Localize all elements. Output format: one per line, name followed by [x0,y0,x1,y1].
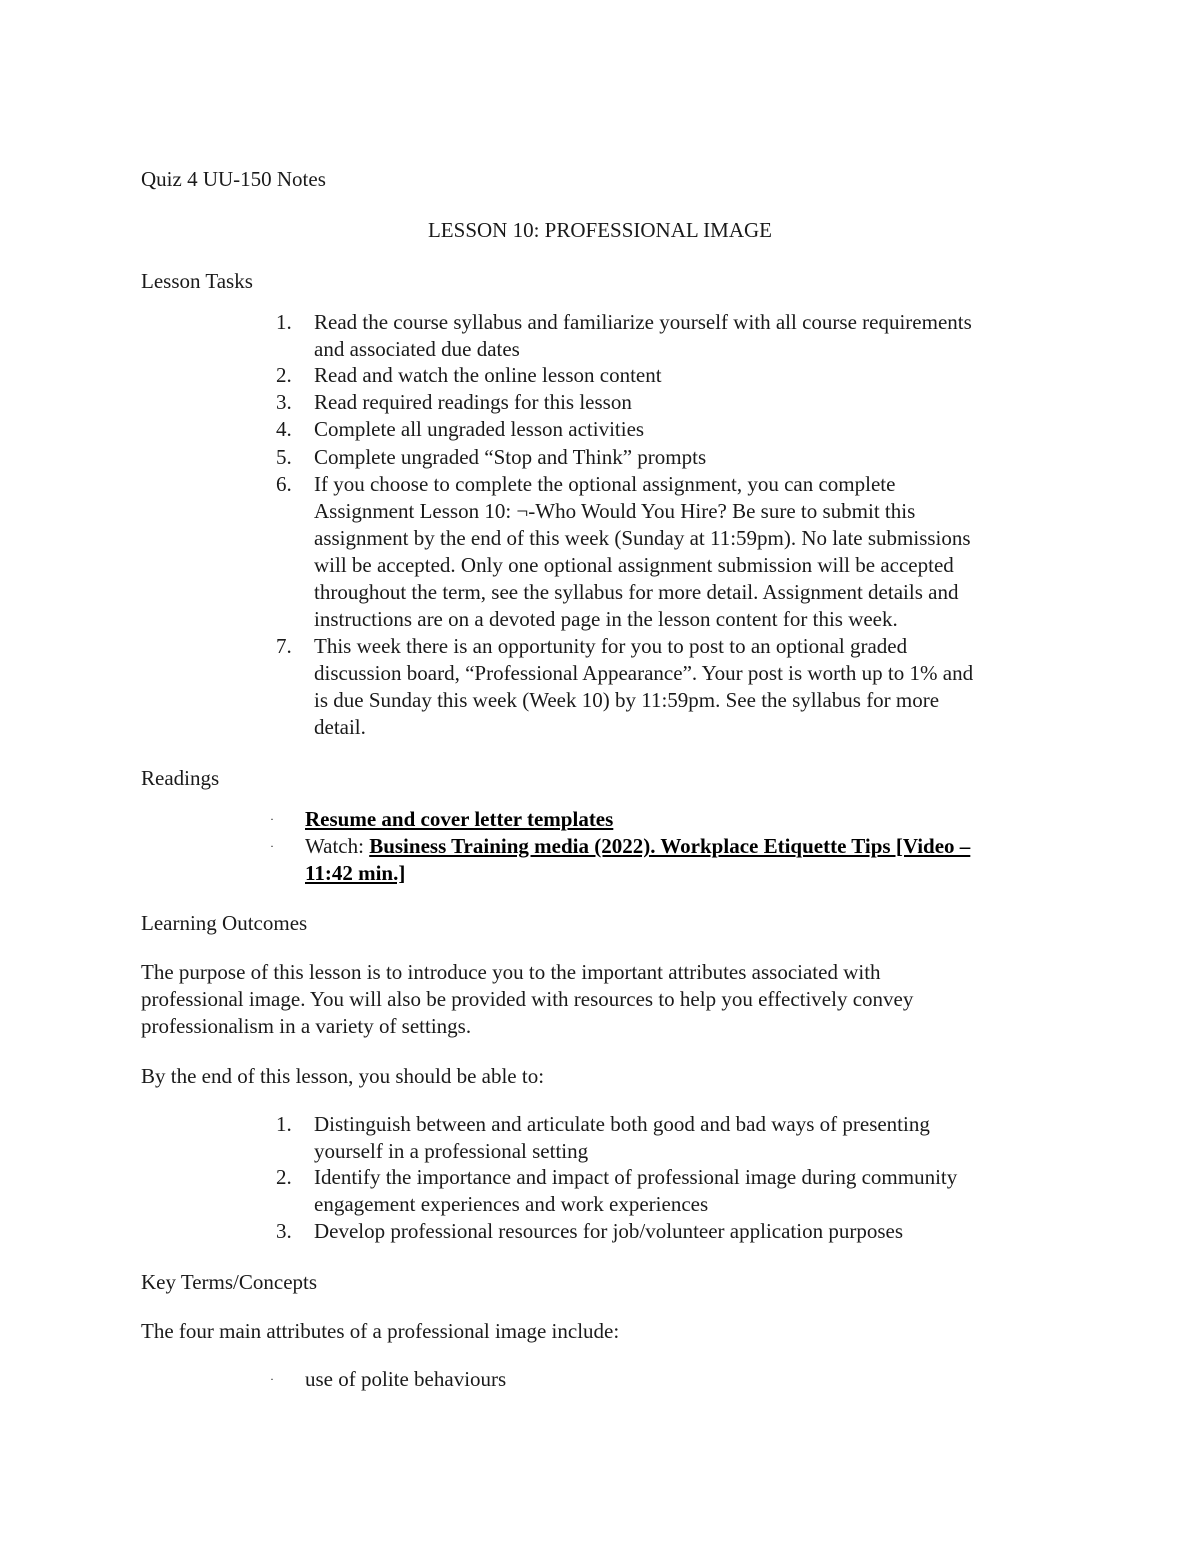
task-line: Assignment Lesson 10: ¬-Who Would You Hire? Be sure to submit this [314,499,916,523]
workplace-etiquette-video-link-continued[interactable]: 11:42 min.] [305,861,406,885]
four-attributes-intro: The four main attributes of a professional image include: [141,1319,620,1343]
readings-heading: Readings [141,766,220,790]
resume-templates-link[interactable]: Resume and cover letter templates [305,807,614,831]
outcome-number: 1. [276,1112,292,1136]
learning-outcomes-heading: Learning Outcomes [141,911,308,935]
task-line: discussion board, “Professional Appearance”. Your post is worth up to 1% and [314,661,974,685]
task-number: 4. [276,417,292,441]
bullet-icon: · [270,812,274,826]
task-line: Complete all ungraded lesson activities [314,417,645,441]
lesson-title-text: LESSON 10: PROFESSIONAL IMAGE [427,218,772,242]
workplace-etiquette-video-link[interactable]: Business Training media (2022). Workplace Etiquette Tips [Video – [369,834,971,858]
watch-prefix: Watch: [305,834,370,858]
lesson-tasks-heading: Lesson Tasks [141,269,253,293]
attribute-item: use of polite behaviours [305,1367,507,1391]
task-number: 3. [276,390,292,414]
task-line: If you choose to complete the optional assignment, you can complete [314,472,896,496]
task-line: assignment by the end of this week (Sunday at 11:59pm). No late submissions [314,526,971,550]
outcome-line: engagement experiences and work experiences [314,1192,709,1216]
by-end-statement: By the end of this lesson, you should be able to: [141,1064,545,1088]
task-number: 6. [276,472,292,496]
task-line: Read required readings for this lesson [314,390,632,414]
bullet-icon: · [270,839,274,853]
task-line: Complete ungraded “Stop and Think” prompts [314,445,707,469]
task-number: 2. [276,363,292,387]
reading-item [305,833,970,860]
task-line: Read and watch the online lesson content [314,363,662,387]
outcome-line: Develop professional resources for job/volunteer application purposes [314,1219,903,1243]
task-line: and associated due dates [314,337,520,361]
task-line: is due Sunday this week (Week 10) by 11:59pm. See the syllabus for more [314,688,940,712]
task-number: 7. [276,634,292,658]
key-terms-heading: Key Terms/Concepts [141,1270,318,1294]
task-line: instructions are on a devoted page in the lesson content for this week. [314,607,898,631]
task-line: will be accepted. Only one optional assignment submission will be accepted [314,553,954,577]
outcome-line: Distinguish between and articulate both good and bad ways of presenting [314,1112,930,1136]
lesson-title [0,217,1200,244]
reading-item-continuation [305,860,405,887]
task-number: 5. [276,445,292,469]
purpose-line: The purpose of this lesson is to introduce you to the important attributes associated with [141,960,881,984]
outcome-line: yourself in a professional setting [314,1139,589,1163]
outcome-number: 2. [276,1165,292,1189]
outcome-number: 3. [276,1219,292,1243]
reading-item [305,806,613,833]
purpose-line: professionalism in a variety of settings. [141,1014,472,1038]
task-line: throughout the term, see the syllabus for more detail. Assignment details and [314,580,959,604]
outcome-line: Identify the importance and impact of professional image during community [314,1165,958,1189]
bullet-icon: · [270,1372,274,1386]
task-number: 1. [276,310,292,334]
task-line: detail. [314,715,366,739]
task-line: This week there is an opportunity for you to post to an optional graded [314,634,908,658]
task-line: Read the course syllabus and familiarize yourself with all course requirements [314,310,972,334]
purpose-line: professional image. You will also be provided with resources to help you effectively convey [141,987,914,1011]
document-header: Quiz 4 UU-150 Notes [141,167,326,191]
